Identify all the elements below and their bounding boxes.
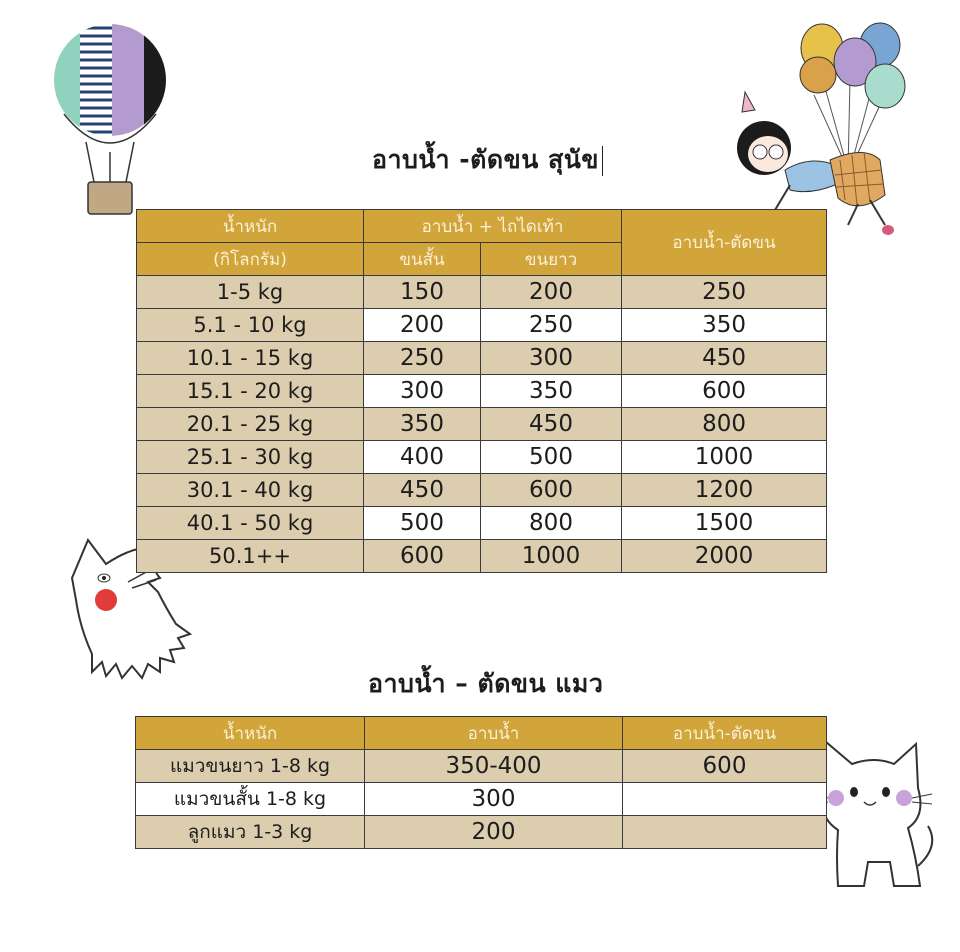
weight-cell: 1-5 kg: [137, 276, 364, 309]
short-hair-price: 450: [364, 474, 481, 507]
long-hair-price: 800: [481, 507, 622, 540]
weight-cell: 5.1 - 10 kg: [137, 309, 364, 342]
bath-cut-price: 600: [623, 750, 827, 783]
cat-section-title: อาบน้ำ – ตัดขน แมว: [368, 669, 604, 698]
short-hair-price: 500: [364, 507, 481, 540]
short-hair-price: 150: [364, 276, 481, 309]
table-row: [137, 474, 827, 507]
long-hair-price: 500: [481, 441, 622, 474]
bath-cut-price: 800: [622, 408, 827, 441]
bath-cut-price: 1000: [622, 441, 827, 474]
table-row: [137, 441, 827, 474]
weight-cell: แมวขนสั้น 1-8 kg: [136, 783, 365, 816]
hot-air-balloon-icon: [50, 22, 172, 222]
table-row: [137, 309, 827, 342]
weight-cell: 50.1++: [137, 540, 364, 573]
short-hair-price: 600: [364, 540, 481, 573]
header-short-hair: ขนสั้น: [364, 243, 481, 276]
header-bath-cut: อาบน้ำ-ตัดขน: [623, 717, 827, 750]
dog-price-table: [136, 209, 827, 573]
table-row: [137, 375, 827, 408]
header-long-hair: ขนยาว: [481, 243, 622, 276]
bath-cut-price: 250: [622, 276, 827, 309]
dog-title-text: อาบน้ำ -ตัดขน สุนัข: [372, 145, 599, 174]
bath-cut-price: 450: [622, 342, 827, 375]
table-row: [137, 507, 827, 540]
table-row: [137, 408, 827, 441]
table-row: [136, 750, 827, 783]
weight-cell: 15.1 - 20 kg: [137, 375, 364, 408]
table-row: [136, 783, 827, 816]
weight-cell: 25.1 - 30 kg: [137, 441, 364, 474]
bath-cut-price: [623, 783, 827, 816]
bath-cut-price: 350: [622, 309, 827, 342]
weight-cell: 20.1 - 25 kg: [137, 408, 364, 441]
weight-cell: 30.1 - 40 kg: [137, 474, 364, 507]
bath-price: 300: [365, 783, 623, 816]
bath-price: 350-400: [365, 750, 623, 783]
long-hair-price: 1000: [481, 540, 622, 573]
table-row: [137, 342, 827, 375]
long-hair-price: 450: [481, 408, 622, 441]
header-bath-cut: อาบน้ำ-ตัดขน: [622, 210, 827, 276]
short-hair-price: 350: [364, 408, 481, 441]
table-row: [137, 540, 827, 573]
short-hair-price: 400: [364, 441, 481, 474]
header-weight: น้ำหนัก: [137, 210, 364, 243]
table-row: [137, 276, 827, 309]
long-hair-price: 200: [481, 276, 622, 309]
bath-cut-price: [623, 816, 827, 849]
bath-cut-price: 1500: [622, 507, 827, 540]
table-row: [136, 816, 827, 849]
weight-cell: 40.1 - 50 kg: [137, 507, 364, 540]
bath-cut-price: 600: [622, 375, 827, 408]
header-weight-unit: (กิโลกรัม): [137, 243, 364, 276]
long-hair-price: 350: [481, 375, 622, 408]
weight-cell: แมวขนยาว 1-8 kg: [136, 750, 365, 783]
short-hair-price: 200: [364, 309, 481, 342]
long-hair-price: 300: [481, 342, 622, 375]
bath-price: 200: [365, 816, 623, 849]
cat-icon: [808, 736, 943, 892]
bath-cut-price: 1200: [622, 474, 827, 507]
cat-price-table: [135, 716, 827, 849]
header-bath: อาบน้ำ: [365, 717, 623, 750]
dog-section-title: [372, 140, 603, 180]
header-bath-group: อาบน้ำ + ไถไดเท้า: [364, 210, 622, 243]
long-hair-price: 600: [481, 474, 622, 507]
long-hair-price: 250: [481, 309, 622, 342]
bath-cut-price: 2000: [622, 540, 827, 573]
header-weight: น้ำหนัก: [136, 717, 365, 750]
short-hair-price: 300: [364, 375, 481, 408]
weight-cell: ลูกแมว 1-3 kg: [136, 816, 365, 849]
text-cursor: [602, 146, 603, 176]
weight-cell: 10.1 - 15 kg: [137, 342, 364, 375]
short-hair-price: 250: [364, 342, 481, 375]
